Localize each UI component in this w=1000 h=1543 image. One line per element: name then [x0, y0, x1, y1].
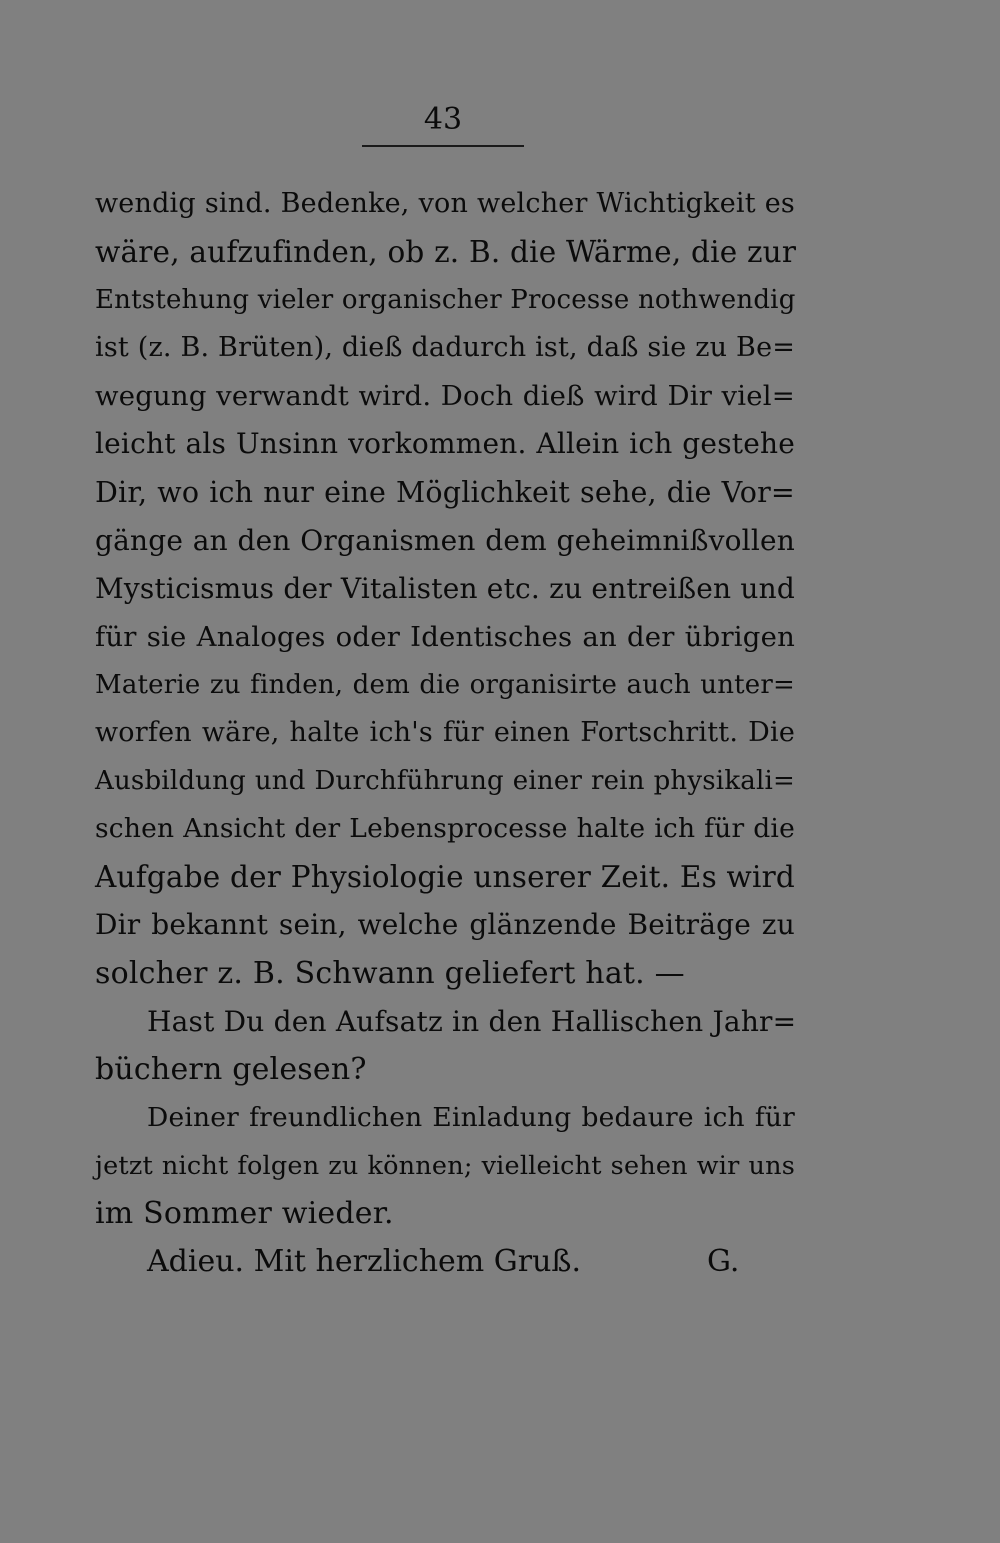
text-line: Deiner freundlichen Einladung bedaure ich für: [147, 1101, 795, 1133]
text-line: wendig sind. Bedenke, von welcher Wichtigkeit es: [95, 188, 795, 219]
page-number-rule: [362, 145, 524, 147]
text-line: Dir, wo ich nur eine Möglichkeit sehe, die Vor=: [95, 475, 795, 509]
text-line: worfen wäre, halte ich's für einen Fortschritt. Die: [95, 717, 795, 749]
text-line: wegung verwandt wird. Doch dieß wird Dir viel=: [95, 380, 795, 413]
text-line: büchern gelesen?: [95, 1051, 367, 1087]
text-line: Dir bekannt sein, welche glänzende Beiträge zu: [95, 908, 795, 942]
letter-closing: [95, 1238, 795, 1286]
letter-body: [95, 180, 795, 1286]
text-line: solcher z. B. Schwann geliefert hat. —: [95, 955, 685, 991]
text-line: Materie zu finden, dem die organisirte auch unter=: [95, 669, 795, 700]
text-line: Ausbildung und Durchführung einer rein physikali=: [95, 766, 795, 797]
text-line: Aufgabe der Physiologie unserer Zeit. Es wird: [95, 860, 795, 895]
text-line: gänge an den Organismen dem geheimnißvollen: [95, 523, 795, 557]
page-number: 43: [423, 102, 463, 137]
text-line: wäre, aufzufinden, ob z. B. die Wärme, die zur: [95, 235, 797, 270]
closing-signature: G.: [707, 1244, 740, 1280]
text-line: schen Ansicht der Lebensprocesse halte ich für die: [95, 813, 795, 845]
text-line: jetzt nicht folgen zu können; vielleicht sehen wir uns: [95, 1150, 795, 1181]
text-line: im Sommer wieder.: [95, 1195, 394, 1231]
text-line: Mysticismus der Vitalisten etc. zu entreißen und: [95, 571, 795, 605]
text-line: ist (z. B. Brüten), dieß dadurch ist, daß sie zu Be=: [95, 332, 796, 364]
closing-greeting: Adieu. Mit herzlichem Gruß.: [147, 1244, 581, 1280]
text-line: für sie Analoges oder Identisches an der übrigen: [95, 620, 795, 653]
text-line: Hast Du den Aufsatz in den Hallischen Jahr=: [147, 1004, 797, 1038]
text-line: Entstehung vieler organischer Processe nothwendig: [95, 285, 796, 316]
text-line: leicht als Unsinn vorkommen. Allein ich gestehe: [95, 427, 795, 461]
